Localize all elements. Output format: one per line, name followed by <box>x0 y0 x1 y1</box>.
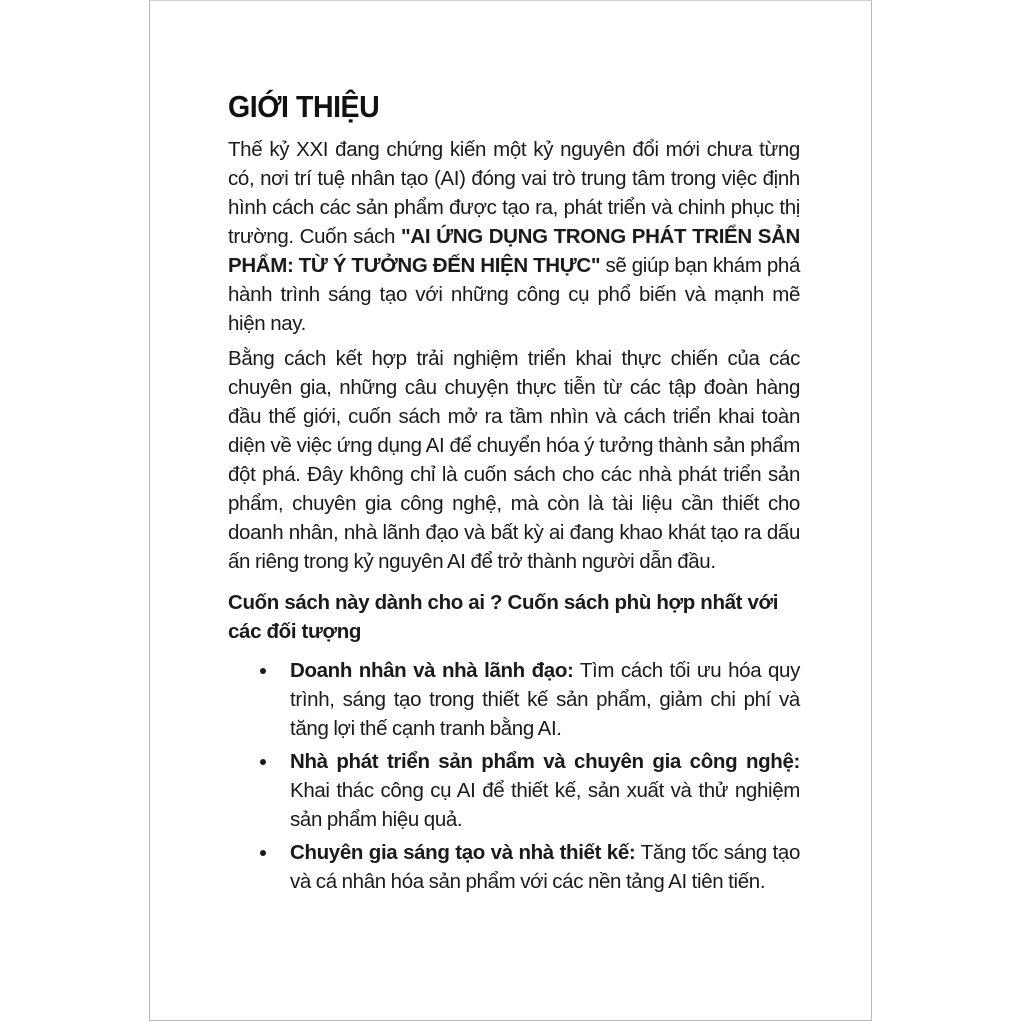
audience-list <box>228 656 800 896</box>
list-item <box>228 838 800 896</box>
intro-paragraph-2: Bằng cách kết hợp trải nghiệm triển khai thực chiến của các chuyên gia, những câu chuyện thực tiễn từ các tập đoàn hàng đầu thế giới, cuốn sách mở ra tầm nhìn và cách triển khai toàn diện về việc ứng dụng AI để chuyển hóa ý tưởng thành sản phẩm đột phá. Đây không chỉ là cuốn sách cho các nhà phát triển sản phẩm, chuyên gia công nghệ, mà còn là tài liệu cần thiết cho doanh nhân, nhà lãnh đạo và bất kỳ ai đang khao khát tạo ra dấu ấn riêng trong kỷ nguyên AI để trở thành người dẫn đầu. <box>228 347 800 573</box>
list-item-text: Khai thác công cụ AI để thiết kế, sản xuất và thử nghiệm sản phẩm hiệu quả. <box>290 779 800 831</box>
intro-text-before: Thế kỷ XXI đang chứng kiến một kỷ nguyên đổi mới chưa từng có, nơi trí tuệ nhân tạo (AI) đóng vai trò trung tâm trong việc định hình cách các sản phẩm được tạo ra, phát triển và chinh phục thị trường. Cuốn sách <box>228 138 800 248</box>
list-item-lead: Chuyên gia sáng tạo và nhà thiết kế: <box>290 841 636 864</box>
page-title: GIỚI THIỆU <box>228 89 380 124</box>
intro-paragraph-1 <box>228 135 800 338</box>
bullet-icon <box>260 759 266 765</box>
list-item-lead: Doanh nhân và nhà lãnh đạo: <box>290 659 574 682</box>
list-item-text: Tăng tốc sáng tạo và cá nhân hóa sản phẩm với các nền tảng AI tiên tiến. <box>290 841 800 893</box>
audience-heading: Cuốn sách này dành cho ai ? Cuốn sách phù hợp nhất với các đối tượng <box>228 591 779 643</box>
page-content <box>228 87 800 900</box>
list-item-lead: Nhà phát triển sản phẩm và chuyên gia công nghệ: <box>290 750 800 773</box>
list-item <box>228 747 800 834</box>
intro-text-after: sẽ giúp bạn khám phá hành trình sáng tạo với những công cụ phổ biến và mạnh mẽ hiện nay. <box>228 254 800 335</box>
bullet-icon <box>260 668 266 674</box>
book-page <box>149 0 872 1021</box>
list-item <box>228 656 800 743</box>
list-item-text: Tìm cách tối ưu hóa quy trình, sáng tạo trong thiết kế sản phẩm, giảm chi phí và tăng lợi thế cạnh tranh bằng AI. <box>290 659 801 740</box>
bullet-icon <box>260 850 266 856</box>
book-title-emphasis: "AI ỨNG DỤNG TRONG PHÁT TRIỂN SẢN PHẨM: TỪ Ý TƯỞNG ĐẾN HIỆN THỰC" <box>228 225 800 277</box>
